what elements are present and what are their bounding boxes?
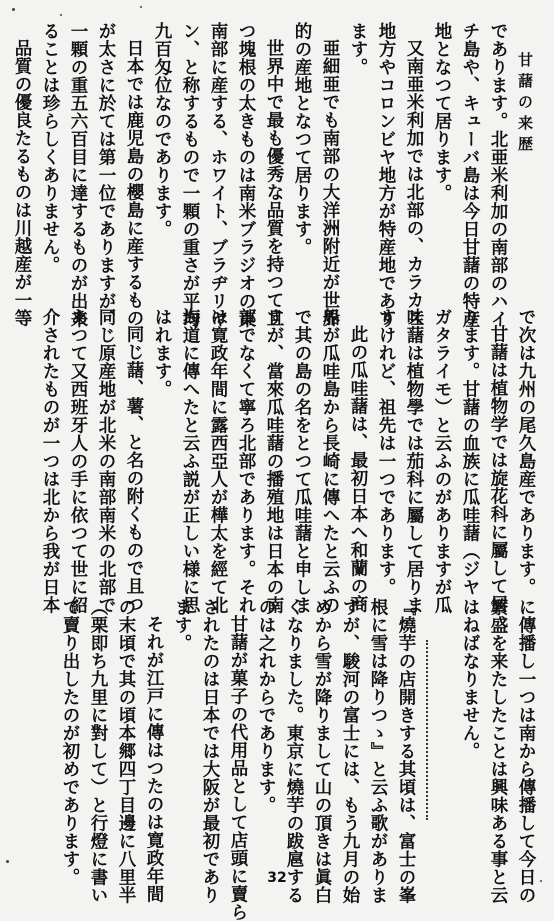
text-column: 此の瓜哇藷は、最初日本へ和蘭の商 — [348, 325, 368, 613]
text-column: はねばなりません。 — [460, 598, 480, 760]
text-column: ます。 — [172, 598, 192, 652]
text-column: 同じ藷、薯、と名の附くもので且つ — [124, 325, 144, 613]
print-speck — [60, 14, 62, 16]
text-column: はれます。 — [152, 308, 172, 398]
text-column: が太さに於ては第一位でありますが、 — [96, 22, 116, 328]
text-column: 部でなくて寧ろ北部であります。それ — [236, 308, 256, 614]
text-column: 亜細亜でも南部の大洋洲附近が世界 — [320, 39, 340, 327]
text-column: 海道に傳へたと云ふ説が正しい様に思 — [180, 308, 200, 614]
text-column: されたのは日本では大阪が最初であり — [200, 598, 220, 904]
print-speck — [540, 880, 542, 882]
text-column: であります。北亜米利加の南部のハイ — [488, 22, 508, 328]
text-column: 船が瓜哇島から長崎に傳へたと云ふの — [320, 308, 340, 614]
text-column: て賣り出したのが初めであります。 — [60, 598, 80, 886]
text-column: 哇藷は植物學では茄科に屬して居りま — [404, 308, 424, 614]
text-column: で其の島の名をとつて瓜哇藷と申しま — [292, 308, 312, 614]
text-column: 品質の優良たるものは川越産が一等 — [12, 39, 32, 327]
text-column: ン、と称するもので一顆の重さが平均 — [180, 22, 200, 328]
text-column: ります。甘藷の血族に瓜哇藷（ジヤ — [460, 308, 480, 596]
text-column: 世界中で最も優秀な品質を持つて且 — [264, 39, 284, 327]
text-column: の末頃で其の頃本郷四丁目邊に八里半 — [116, 598, 136, 904]
text-column: （栗即ち九里に對して）と行燈に書い — [88, 598, 108, 904]
print-speck — [6, 860, 9, 863]
print-speck — [140, 6, 142, 8]
text-column: 的の産地となつて居ります。 — [292, 22, 312, 256]
bottom-right-text-block — [444, 598, 536, 904]
text-column: 南部に産する、ホワイト、ブラヂリヤ — [208, 22, 228, 328]
text-column: つ塊根の太きものは南米ブラジオの東 — [236, 22, 256, 328]
section-heading: 甘藷の来歴 — [516, 52, 534, 157]
middle-text-block — [40, 308, 536, 614]
text-column: 甘藷は植物学では旋花科に屬して居 — [488, 325, 508, 613]
print-speck — [12, 8, 15, 11]
text-column: で次は九州の尾久島産であります。 — [516, 308, 536, 596]
text-column: くなりました。東京に燒芋の跋扈する — [284, 598, 304, 904]
text-column: 甘藷が菓子の代用品として店頭に賣ら — [228, 615, 248, 921]
page-number: 32 — [267, 870, 287, 886]
text-column: すけれど、祖先は一つであります。 — [376, 308, 396, 596]
text-column: のは之れからであります。 — [256, 598, 276, 814]
text-column: 一顆の重五六百目に達するものが出来 — [68, 22, 88, 328]
text-column: それが江戸に傳はつたのは寛政年間 — [144, 615, 164, 903]
text-column: 九百匁位なのであります。 — [152, 22, 172, 238]
text-column: ることは珍らしくありません。 — [40, 22, 60, 274]
section-divider — [426, 640, 434, 820]
text-column: 『燒芋の店開きする其頃は、富士の峯 — [396, 598, 416, 904]
text-column: ガタライモ）と云ふのがありますが瓜 — [432, 308, 452, 614]
text-column: 又南亜米利加では北部の、カラカス — [404, 39, 424, 327]
text-column: めから雪が降りまして山の頂きは眞白 — [312, 598, 332, 904]
text-column: すが、當來瓜哇藷の播殖地は日本の南 — [264, 308, 284, 614]
text-column: 根に雪は降りつゝ』と云ふ歌がありま — [368, 598, 388, 904]
text-column: すが、駿河の富士には、もう九月の始 — [340, 598, 360, 904]
text-column: 介されたものが一つは北から我が日本 — [40, 308, 60, 614]
text-column: は寛政年間に露西亞人が樺太を經て北 — [208, 308, 228, 614]
text-column: 地方やコロンビヤ地方が特産地であり — [376, 22, 396, 328]
text-column: 地となつて居ります。 — [432, 22, 452, 202]
text-column: に傳播し一つは南から傳播して今日の — [516, 598, 536, 904]
text-column: ます。 — [348, 22, 368, 76]
text-column: 日本では鹿児島の櫻島に産するもの — [124, 39, 144, 327]
text-column: 同じ原産地が北米の南部南米の北部で — [96, 308, 116, 614]
text-column: あつて又西班牙人の手に依つて世に紹 — [68, 308, 88, 614]
text-column: チ島や、キューバ島は今日甘藷の特産 — [460, 22, 480, 328]
text-column: 繁盛を来たしたことは興味ある事と云 — [488, 598, 508, 904]
top-text-block — [12, 22, 536, 328]
